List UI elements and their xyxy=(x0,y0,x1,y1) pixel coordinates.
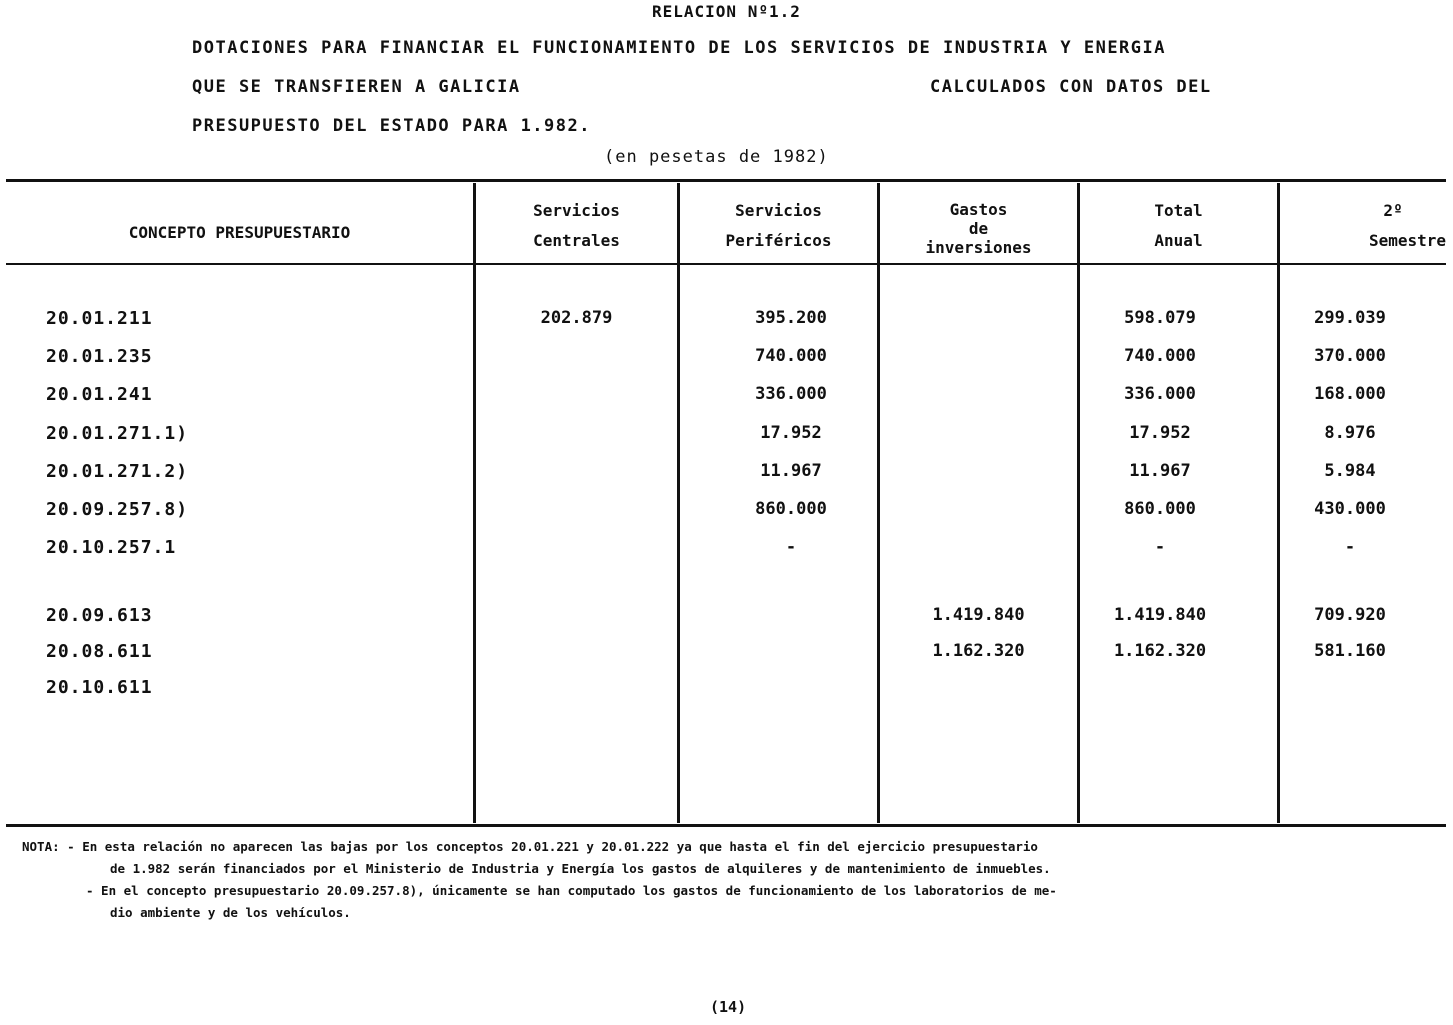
row-concepto: 20.01.271.1) xyxy=(46,423,189,444)
table-bottom-rule xyxy=(6,824,1446,827)
document-heading-line2-left: QUE SE TRANSFIEREN A GALICIA xyxy=(192,77,521,97)
cell-segundo-semestre: - xyxy=(1344,537,1356,557)
header-label: Servicios xyxy=(533,201,620,220)
page-number: (14) xyxy=(710,998,747,1016)
row-concepto: 20.10.257.1 xyxy=(46,537,177,558)
header-gastos-inversiones xyxy=(880,200,1077,257)
row-concepto: 20.01.235 xyxy=(46,346,153,367)
column-divider xyxy=(473,183,476,823)
cell-total-anual: 11.967 xyxy=(1129,461,1191,481)
document-title: RELACION Nº1.2 xyxy=(652,2,801,21)
cell-servicios-centrales: 202.879 xyxy=(540,308,613,328)
document-heading-line3: PRESUPUESTO DEL ESTADO PARA 1.982. xyxy=(192,116,591,136)
cell-servicios-perifericos: 336.000 xyxy=(755,384,827,404)
table-top-rule xyxy=(6,179,1446,182)
cell-total-anual: 1.162.320 xyxy=(1113,641,1207,661)
cell-servicios-perifericos: 11.967 xyxy=(760,461,822,481)
header-total-anual xyxy=(1080,196,1277,256)
note-line: dio ambiente y de los vehículos. xyxy=(110,905,351,920)
cell-total-anual: 1.419.840 xyxy=(1113,605,1207,625)
cell-segundo-semestre: 709.920 xyxy=(1314,605,1386,625)
note-line: - En el concepto presupuestario 20.09.257.8), únicamente se han computado los gastos de funcionamiento de los laboratorios de me- xyxy=(86,883,1057,898)
header-label: Centrales xyxy=(533,231,620,250)
units-caption: (en pesetas de 1982) xyxy=(604,147,829,167)
cell-segundo-semestre: 581.160 xyxy=(1314,641,1386,661)
header-label: de xyxy=(968,219,989,238)
note-line: de 1.982 serán financiados por el Ministerio de Industria y Energía los gastos de alquileres y de mantenimiento de inmuebles. xyxy=(110,861,1051,876)
cell-gastos-inversiones: 1.419.840 xyxy=(932,605,1025,625)
cell-total-anual: - xyxy=(1154,537,1166,557)
row-concepto: 20.01.241 xyxy=(46,384,153,405)
row-concepto: 20.01.211 xyxy=(46,308,153,329)
notes-block xyxy=(22,836,1442,924)
cell-segundo-semestre: 430.000 xyxy=(1314,499,1386,519)
header-label: Servicios xyxy=(735,201,822,220)
cell-servicios-perifericos: 860.000 xyxy=(755,499,827,519)
row-concepto: 20.10.611 xyxy=(46,677,153,698)
header-servicios-perifericos xyxy=(680,196,877,256)
note-line: NOTA: - En esta relación no aparecen las bajas por los conceptos 20.01.221 y 20.01.222 ya que hasta el fin del ejercicio presupuestario xyxy=(22,839,1038,854)
document-heading-line1: DOTACIONES PARA FINANCIAR EL FUNCIONAMIENTO DE LOS SERVICIOS DE INDUSTRIA Y ENERGIA xyxy=(192,38,1166,58)
header-concepto: CONCEPTO PRESUPUESTARIO xyxy=(128,223,351,242)
header-label: Total xyxy=(1154,201,1203,220)
document-heading-line2-right: CALCULADOS CON DATOS DEL xyxy=(930,77,1212,97)
cell-total-anual: 17.952 xyxy=(1129,423,1191,443)
row-concepto: 20.08.611 xyxy=(46,641,153,662)
header-segundo-semestre xyxy=(1280,196,1446,256)
cell-servicios-perifericos: - xyxy=(785,537,797,557)
cell-segundo-semestre: 299.039 xyxy=(1314,308,1386,328)
cell-segundo-semestre: 168.000 xyxy=(1314,384,1386,404)
cell-segundo-semestre: 8.976 xyxy=(1324,423,1376,443)
cell-total-anual: 336.000 xyxy=(1124,384,1196,404)
cell-total-anual: 598.079 xyxy=(1124,308,1196,328)
header-label: Gastos xyxy=(949,200,1008,219)
cell-total-anual: 740.000 xyxy=(1124,346,1196,366)
row-concepto: 20.09.613 xyxy=(46,605,153,626)
cell-servicios-perifericos: 740.000 xyxy=(755,346,827,366)
cell-segundo-semestre: 5.984 xyxy=(1324,461,1376,481)
header-label: inversiones xyxy=(925,238,1032,257)
row-concepto: 20.09.257.8) xyxy=(46,499,189,520)
header-label: 2º xyxy=(1383,201,1403,220)
header-label: Semestre xyxy=(1368,231,1446,250)
cell-segundo-semestre: 370.000 xyxy=(1314,346,1386,366)
header-label: Periféricos xyxy=(725,231,832,250)
row-concepto: 20.01.271.2) xyxy=(46,461,189,482)
cell-servicios-perifericos: 17.952 xyxy=(760,423,822,443)
cell-total-anual: 860.000 xyxy=(1124,499,1196,519)
header-servicios-centrales xyxy=(476,196,677,256)
cell-gastos-inversiones: 1.162.320 xyxy=(932,641,1025,661)
cell-servicios-perifericos: 395.200 xyxy=(755,308,827,328)
table-header-rule xyxy=(6,263,1446,265)
header-label: Anual xyxy=(1154,231,1203,250)
